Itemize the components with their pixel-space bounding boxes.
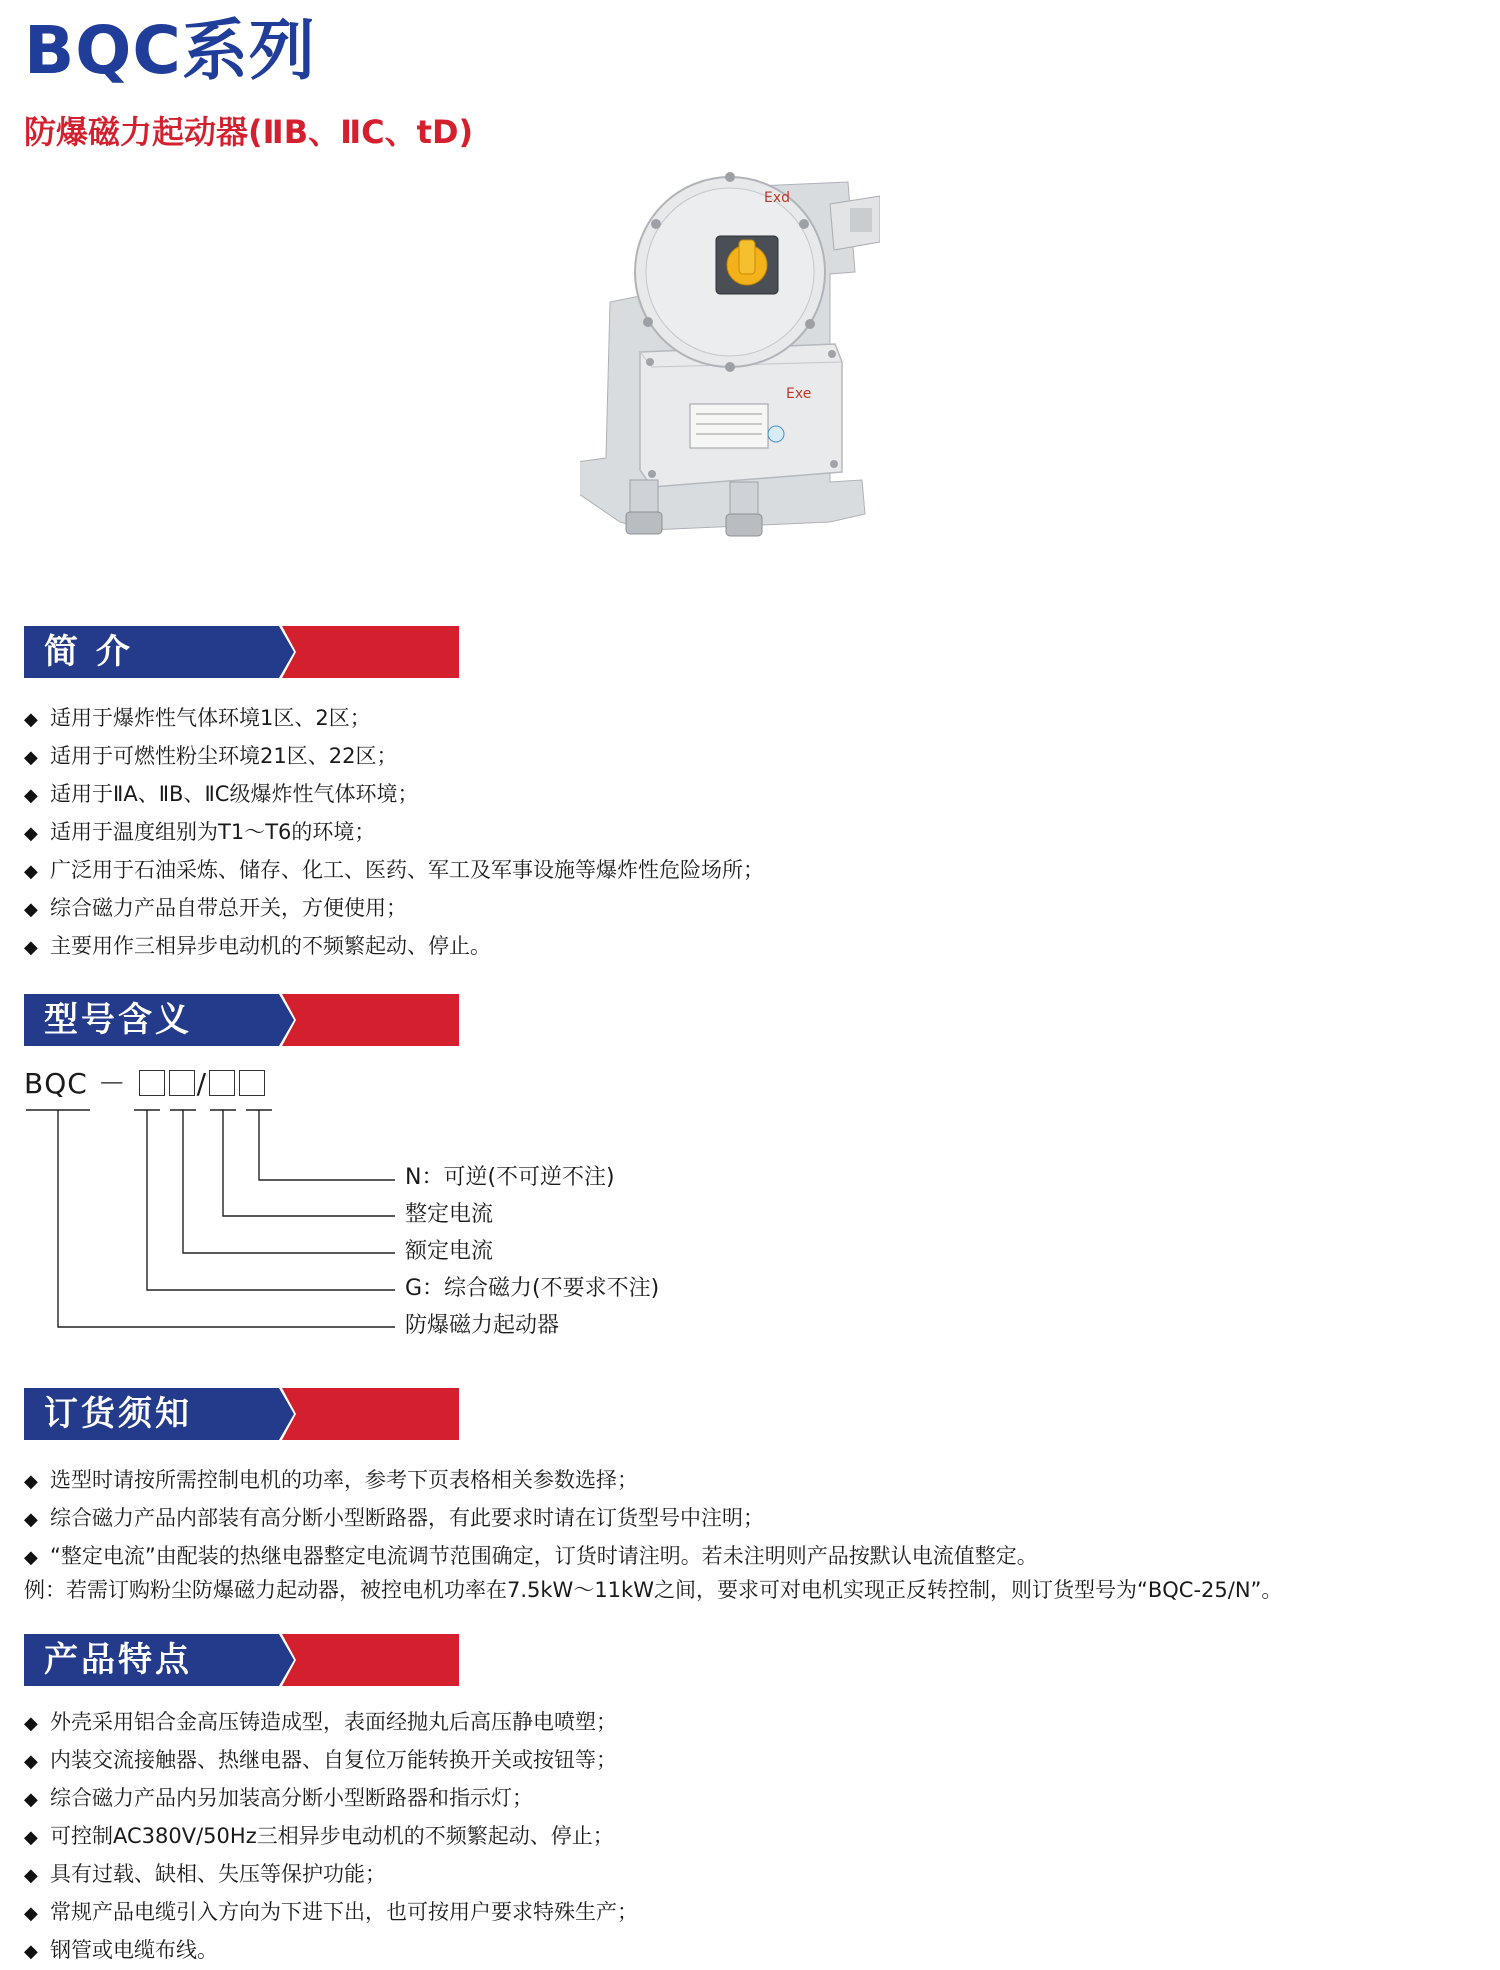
model-prefix: BQC － — [24, 1067, 127, 1100]
diamond-bullet-icon: ◆ — [24, 1941, 38, 1962]
diamond-bullet-icon: ◆ — [24, 1865, 38, 1886]
diamond-bullet-icon: ◆ — [24, 1713, 38, 1734]
diamond-bullet-icon: ◆ — [24, 1789, 38, 1810]
product-image — [580, 162, 880, 592]
diamond-bullet-icon: ◆ — [24, 899, 38, 920]
list-item: ◆ 适用于可燃性粉尘环境21区、22区； — [24, 738, 764, 776]
list-item: ◆ 外壳采用铝合金高压铸造成型，表面经抛丸后高压静电喷塑； — [24, 1704, 638, 1742]
list-item: ◆ 选型时请按所需控制电机的功率，参考下页表格相关参数选择； — [24, 1462, 1038, 1500]
list-item: ◆ 可控制AC380V/50Hz三相异步电动机的不频繁起动、停止； — [24, 1818, 638, 1856]
features-list — [24, 1704, 638, 1970]
legend-item: 额定电流 — [405, 1239, 494, 1264]
list-item: ◆ 具有过载、缺相、失压等保护功能； — [24, 1856, 638, 1894]
model-leader-lines — [0, 0, 420, 1340]
diamond-bullet-icon: ◆ — [24, 937, 38, 958]
legend-item: G：综合磁力(不要求不注) — [405, 1276, 660, 1301]
section-title: 产品特点 — [44, 1640, 192, 1680]
legend-item: 防爆磁力起动器 — [405, 1313, 560, 1338]
order-list — [24, 1462, 1038, 1576]
diamond-bullet-icon: ◆ — [24, 1509, 38, 1530]
code-separator: / — [196, 1067, 208, 1100]
legend-item: N：可逆(不可逆不注) — [405, 1165, 615, 1190]
list-item: ◆ 钢管或电缆布线。 — [24, 1932, 638, 1970]
list-item: ◆ 主要用作三相异步电动机的不频繁起动、停止。 — [24, 928, 764, 966]
list-item: ◆ 常规产品电缆引入方向为下进下出，也可按用户要求特殊生产； — [24, 1894, 638, 1932]
exe-mark: Exe — [786, 386, 812, 402]
section-header-features — [24, 1634, 459, 1686]
page-title: BQC系列 — [24, 12, 316, 89]
diamond-bullet-icon: ◆ — [24, 785, 38, 806]
exd-mark: Exd — [764, 190, 791, 206]
diamond-bullet-icon: ◆ — [24, 1471, 38, 1492]
list-item: ◆ 广泛用于石油采炼、储存、化工、医药、军工及军事设施等爆炸性危险场所； — [24, 852, 764, 890]
list-item: ◆ “整定电流”由配装的热继电器整定电流调节范围确定，订货时请注明。若未注明则产品按默认电流值整定。 — [24, 1538, 1038, 1576]
diamond-bullet-icon: ◆ — [24, 709, 38, 730]
diamond-bullet-icon: ◆ — [24, 823, 38, 844]
list-item: ◆ 综合磁力产品自带总开关，方便使用； — [24, 890, 764, 928]
section-header-order — [24, 1388, 459, 1440]
order-example: 例：若需订购粉尘防爆磁力起动器，被控电机功率在7.5kW～11kW之间，要求可对电机实现正反转控制，则订货型号为“BQC-25/N”。 — [24, 1578, 1283, 1602]
diamond-bullet-icon: ◆ — [24, 1547, 38, 1568]
diamond-bullet-icon: ◆ — [24, 1827, 38, 1848]
section-title: 简 介 — [44, 632, 133, 672]
list-item: ◆ 适用于爆炸性气体环境1区、2区； — [24, 700, 764, 738]
section-title: 订货须知 — [44, 1394, 192, 1434]
diamond-bullet-icon: ◆ — [24, 1903, 38, 1924]
list-item: ◆ 适用于温度组别为T1～T6的环境； — [24, 814, 764, 852]
diamond-bullet-icon: ◆ — [24, 1751, 38, 1772]
legend-item: 整定电流 — [405, 1202, 494, 1227]
list-item: ◆ 综合磁力产品内部装有高分断小型断路器，有此要求时请在订货型号中注明； — [24, 1500, 1038, 1538]
section-title: 型号含义 — [44, 1000, 192, 1040]
diamond-bullet-icon: ◆ — [24, 747, 38, 768]
list-item: ◆ 综合磁力产品内另加装高分断小型断路器和指示灯； — [24, 1780, 638, 1818]
list-item: ◆ 适用于ⅡA、ⅡB、ⅡC级爆炸性气体环境； — [24, 776, 764, 814]
page-subtitle: 防爆磁力起动器(ⅡB、ⅡC、tD) — [24, 113, 474, 151]
diamond-bullet-icon: ◆ — [24, 861, 38, 882]
list-item: ◆ 内装交流接触器、热继电器、自复位万能转换开关或按钮等； — [24, 1742, 638, 1780]
